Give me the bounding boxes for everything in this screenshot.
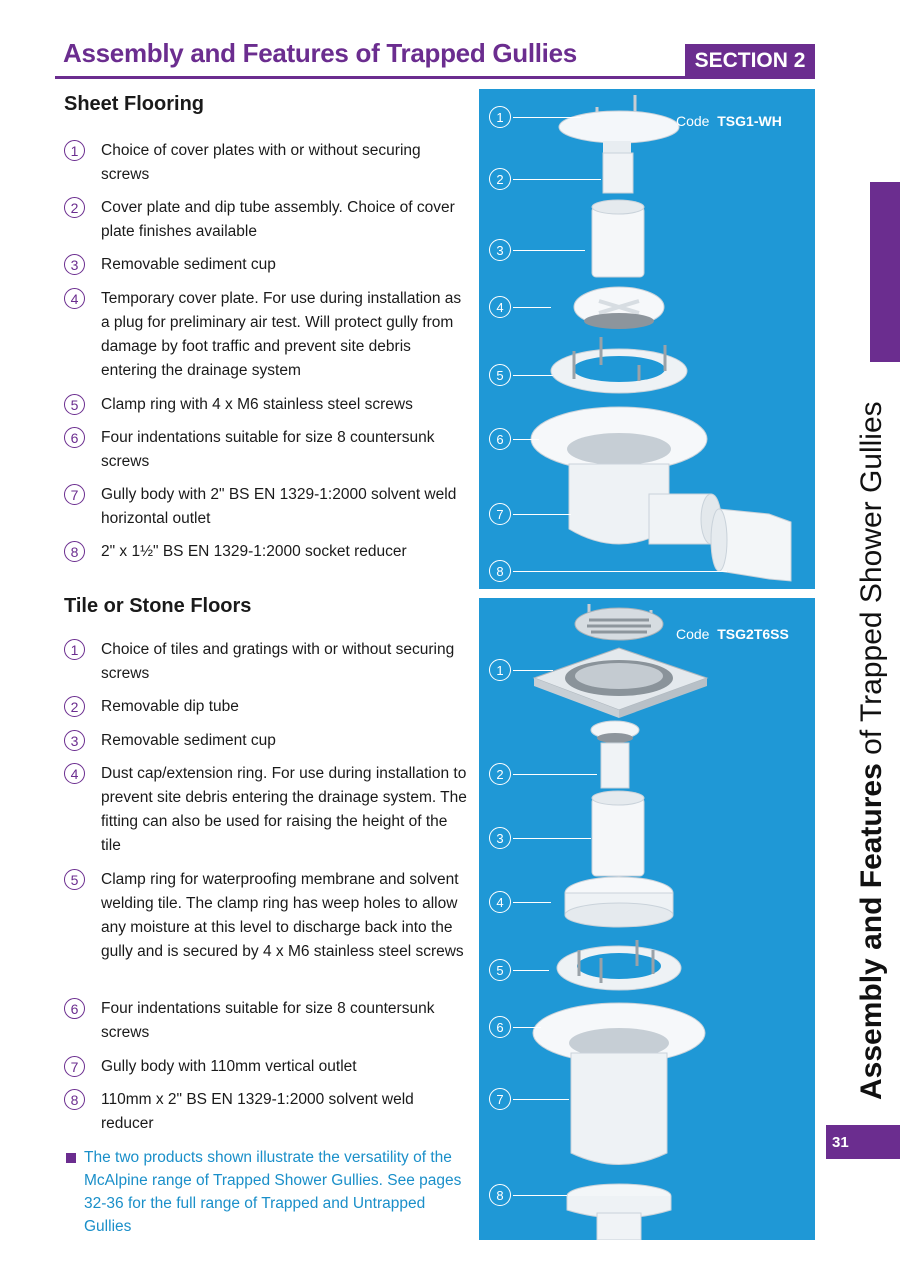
callout-number: 2 xyxy=(489,763,511,785)
page-number: 31 xyxy=(826,1125,900,1159)
leader-line xyxy=(513,307,551,308)
leader-line xyxy=(513,774,597,775)
item-number-badge: 7 xyxy=(64,1056,85,1077)
item-text: Removable sediment cup xyxy=(101,732,276,749)
tile-item-3 xyxy=(64,729,469,753)
sheet-item-2 xyxy=(64,196,469,244)
sheet-item-7 xyxy=(64,483,469,531)
item-number-badge: 3 xyxy=(64,254,85,275)
item-number-badge: 8 xyxy=(64,1089,85,1110)
item-text: Choice of tiles and gratings with or without securing screws xyxy=(101,641,455,682)
leader-line xyxy=(513,117,581,118)
leader-line xyxy=(513,250,585,251)
callout-number: 8 xyxy=(489,560,511,582)
leader-line xyxy=(513,439,539,440)
tile-item-4 xyxy=(64,762,469,858)
leader-line xyxy=(513,670,553,671)
tile-floors-heading: Tile or Stone Floors xyxy=(64,595,252,617)
leader-line xyxy=(513,970,549,971)
sheet-item-5 xyxy=(64,393,469,417)
item-text: Gully body with 2" BS EN 1329-1:2000 solvent weld horizontal outlet xyxy=(101,486,457,527)
sheet-item-1 xyxy=(64,139,469,187)
tile-item-1 xyxy=(64,638,469,686)
item-number-badge: 1 xyxy=(64,639,85,660)
callout-number: 6 xyxy=(489,428,511,450)
callout-number: 8 xyxy=(489,1184,511,1206)
callout-number: 3 xyxy=(489,827,511,849)
callout-number: 7 xyxy=(489,1088,511,1110)
item-text: Removable dip tube xyxy=(101,698,239,715)
sheet-flooring-diagram xyxy=(479,89,815,589)
item-number-badge: 2 xyxy=(64,696,85,717)
leader-line xyxy=(513,1099,569,1100)
tile-item-8 xyxy=(64,1088,469,1136)
tile-floors-diagram xyxy=(479,598,815,1240)
item-number-badge: 2 xyxy=(64,197,85,218)
page-title: Assembly and Features of Trapped Gullies xyxy=(63,38,577,68)
item-number-badge: 3 xyxy=(64,730,85,751)
tile-item-7 xyxy=(64,1055,469,1079)
item-number-badge: 4 xyxy=(64,288,85,309)
leader-line xyxy=(513,1027,541,1028)
item-text: Four indentations suitable for size 8 countersunk screws xyxy=(101,1000,435,1041)
callout-number: 1 xyxy=(489,106,511,128)
code-label: Code xyxy=(676,626,710,642)
item-number-badge: 5 xyxy=(64,869,85,890)
tile-product-code xyxy=(676,626,789,642)
footnote-text: The two products shown illustrate the versatility of the McAlpine range of Trapped Shower Gullies. See pages 32-36 for the full range of Trapped and Untrapped Gullies xyxy=(84,1149,462,1235)
tile-item-2 xyxy=(64,695,469,719)
bullet-square-icon xyxy=(66,1153,76,1163)
leader-line xyxy=(513,1195,567,1196)
item-text: 2" x 1½" BS EN 1329-1:2000 socket reducer xyxy=(101,543,407,560)
sheet-item-8 xyxy=(64,540,469,564)
tile-item-6 xyxy=(64,997,469,1045)
leader-line xyxy=(513,838,591,839)
item-text: Cover plate and dip tube assembly. Choice of cover plate finishes available xyxy=(101,199,455,240)
item-number-badge: 6 xyxy=(64,427,85,448)
callout-number: 7 xyxy=(489,503,511,525)
item-number-badge: 5 xyxy=(64,394,85,415)
item-text: Removable sediment cup xyxy=(101,256,276,273)
callout-number: 6 xyxy=(489,1016,511,1038)
sheet-product-code xyxy=(676,113,782,129)
leader-line xyxy=(513,375,553,376)
callout-number: 3 xyxy=(489,239,511,261)
side-title xyxy=(855,320,889,1100)
footnote xyxy=(64,1146,464,1238)
item-text: Four indentations suitable for size 8 countersunk screws xyxy=(101,429,435,470)
callout-number: 1 xyxy=(489,659,511,681)
code-label: Code xyxy=(676,113,710,129)
tile-item-5 xyxy=(64,868,469,964)
item-number-badge: 8 xyxy=(64,541,85,562)
item-text: 110mm x 2" BS EN 1329-1:2000 solvent weld reducer xyxy=(101,1091,414,1132)
sheet-item-3 xyxy=(64,253,469,277)
item-text: Gully body with 110mm vertical outlet xyxy=(101,1058,357,1075)
section-badge: SECTION 2 xyxy=(685,44,815,78)
callout-number: 2 xyxy=(489,168,511,190)
item-text: Clamp ring for waterproofing membrane and solvent welding tile. The clamp ring has weep holes to allow any moisture at this level to discharge back into the gully and is secured by 4 x M6 stainless steel screws xyxy=(101,871,464,960)
leader-line xyxy=(513,514,571,515)
item-number-badge: 4 xyxy=(64,763,85,784)
code-value: TSG2T6SS xyxy=(717,626,789,642)
side-title-bold: Assembly and Features xyxy=(855,763,888,1100)
sheet-item-4 xyxy=(64,287,469,383)
item-text: Dust cap/extension ring. For use during installation to prevent site debris entering the drainage system. The fitting can also be used for raising the height of the tile xyxy=(101,765,467,854)
sheet-flooring-heading: Sheet Flooring xyxy=(64,93,204,115)
item-text: Choice of cover plates with or without securing screws xyxy=(101,142,421,183)
item-number-badge: 6 xyxy=(64,998,85,1019)
side-title-light: of Trapped Shower Gullies xyxy=(855,401,888,764)
callout-number: 4 xyxy=(489,296,511,318)
item-number-badge: 1 xyxy=(64,140,85,161)
leader-line xyxy=(513,179,601,180)
callout-number: 5 xyxy=(489,364,511,386)
item-text: Temporary cover plate. For use during installation as a plug for preliminary air test. Will protect gully from damage by foot traffic and prevent site debris entering the drainage system xyxy=(101,290,462,379)
leader-line xyxy=(513,902,551,903)
item-text: Clamp ring with 4 x M6 stainless steel screws xyxy=(101,396,413,413)
item-number-badge: 7 xyxy=(64,484,85,505)
callout-number: 5 xyxy=(489,959,511,981)
callout-number: 4 xyxy=(489,891,511,913)
code-value: TSG1-WH xyxy=(717,113,782,129)
tile-gully-illustration xyxy=(479,598,815,1240)
leader-line xyxy=(513,571,727,572)
sheet-item-6 xyxy=(64,426,469,474)
